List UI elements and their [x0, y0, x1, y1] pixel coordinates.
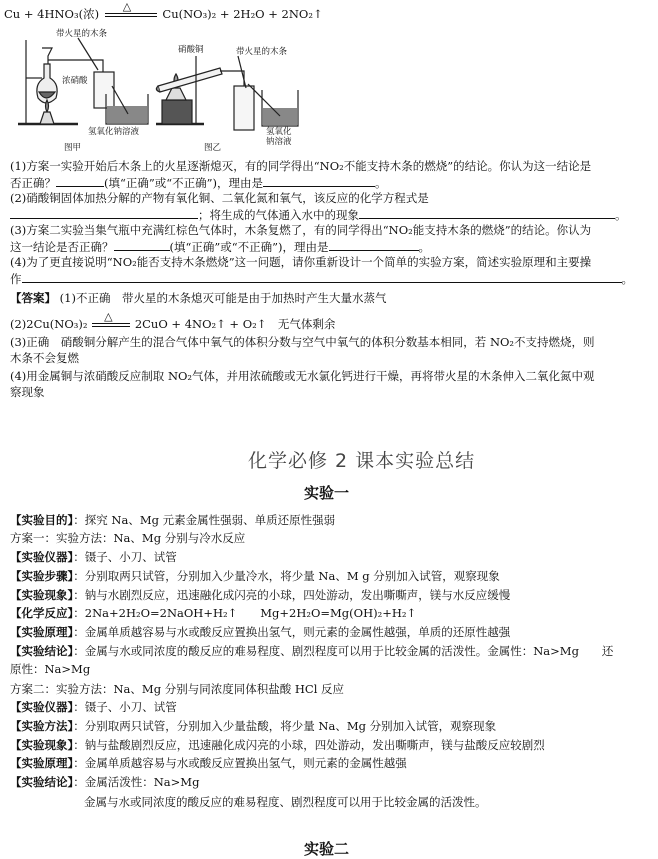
label-naoh-b2: 钠溶液 — [266, 137, 292, 147]
answer-1 — [10, 290, 386, 306]
summary-line — [10, 512, 335, 528]
label-splint-a: 带火星的木条 — [56, 29, 108, 39]
summary-line-tag: 【实验仪器】 — [10, 700, 74, 714]
summary-line-text: ：分别取两只试管，分别加入少量冷水，将少量 Na、M g 分别加入试管，观察现象 — [73, 569, 500, 583]
summary-line-tag: 【实验目的】 — [10, 513, 74, 527]
exp2-title: 实验二 — [304, 840, 350, 858]
q2-end: 。 — [615, 208, 627, 222]
q2-line2 — [10, 206, 627, 223]
summary-line-text: ：分别取两只试管，分别加入少量盐酸，将少量 Na、Mg 分别加入试管，观察现象 — [73, 719, 497, 733]
answer-heat-mark: △ — [104, 310, 113, 323]
heat-mark: △ — [122, 0, 132, 13]
q1-line1: (1)方案一实验开始后木条上的火星逐渐熄灭，有的同学得出“NO₂不能支持木条的燃烧”的结论。你认为这一结论是 — [10, 159, 592, 173]
summary-line-tag: 【实验现象】 — [10, 738, 74, 752]
caption-fig-b: 图乙 — [204, 143, 222, 153]
summary-line — [10, 755, 407, 771]
summary-line-text: 方案二：实验方法：Na、Mg 分别与同浓度同体积盐酸 HCl 反应 — [10, 682, 345, 696]
q1-hint: (填“正确”或“不正确”)，理由是 — [104, 176, 263, 190]
summary-line — [10, 643, 613, 659]
answer-4-line1: (4)用金属铜与浓硝酸反应制取 NO₂气体，并用浓硫酸或无水氯化钙进行干燥，再将带火星的木条伸入二氧化氮中观 — [10, 369, 595, 383]
summary-line-tag: 【实验原理】 — [10, 756, 74, 770]
summary-line-tag: 【化学反应】 — [10, 606, 74, 620]
summary-line — [10, 624, 510, 640]
summary-line-tag: 【实验方法】 — [10, 719, 74, 733]
summary-line-text: ：探究 Na、Mg 元素金属性强弱、单质还原性强弱 — [73, 513, 336, 527]
q4-line2 — [10, 270, 633, 287]
summary-line-text: 金属与水或同浓度的酸反应的难易程度、剧烈程度可以用于比较金属的活泼性。 — [84, 795, 487, 809]
answer-tag: 【答案】 — [10, 291, 56, 305]
summary-line — [10, 530, 245, 546]
summary-line — [10, 587, 510, 603]
summary-line-text: ：钠与水剧烈反应，迅速融化成闪亮的小球，四处游动，发出嘶嘶声，镁与水反应缓慢 — [73, 588, 511, 602]
summary-line-tag: 【实验仪器】 — [10, 550, 74, 564]
label-conc-nitric: 浓硝酸 — [62, 76, 88, 86]
heat-arrow — [103, 0, 159, 22]
summary-line — [10, 681, 344, 697]
answer-2-rhs: 2CuO + 4NO₂↑ + O₂↑ 无气体剩余 — [134, 317, 336, 331]
summary-line — [10, 718, 496, 734]
q2-prompt: ；将生成的气体通入水中的现象 — [198, 208, 359, 222]
q4-line1: (4)为了更直接说明“NO₂能否支持木条燃烧”这一问题，请你重新设计一个简单的实验方案，简述实验原理和主要操 — [10, 255, 592, 269]
exp1-title: 实验一 — [304, 484, 350, 502]
answer-heat-arrow — [91, 310, 131, 332]
q1-line2 — [10, 174, 387, 191]
summary-line-text: ：金属单质越容易与水或酸反应置换出氢气，则元素的金属性越强 — [73, 756, 407, 770]
q1-end: 。 — [375, 176, 387, 190]
top-equation — [4, 0, 323, 22]
equation-lhs: Cu + 4HNO₃(浓) — [4, 7, 100, 21]
equation-rhs: Cu(NO₃)₂ + 2H₂O + 2NO₂↑ — [162, 7, 323, 21]
caption-fig-a: 图甲 — [64, 143, 82, 153]
q2-line1: (2)硝酸铜固体加热分解的产物有氧化铜、二氧化氮和氧气，该反应的化学方程式是 — [10, 191, 429, 205]
answer-2 — [10, 310, 336, 332]
answer-3-line2: 木条不会复燃 — [10, 351, 79, 365]
label-naoh-b1: 氢氧化 — [266, 127, 292, 137]
summary-line-text: ：钠与盐酸剧烈反应，迅速融化成闪亮的小球，四处游动，发出嘶嘶声，镁与盐酸反应较剧烈 — [73, 738, 545, 752]
label-copper-nitrate: 硝酸铜 — [178, 45, 204, 55]
summary-line-text: ：镊子、小刀、试管 — [73, 700, 177, 714]
summary-line — [10, 774, 199, 790]
answer-2-lhs: (2)2Cu(NO₃)₂ — [10, 317, 88, 331]
q3-line1: (3)方案二实验当集气瓶中充满红棕色气体时，木条复燃了，有的同学得出“NO₂能支持木条的燃烧”的结论。你认为 — [10, 223, 592, 237]
q3-blank-2[interactable] — [329, 238, 419, 251]
summary-line — [10, 605, 416, 621]
summary-line — [84, 794, 487, 810]
summary-line-text: ：2Na+2H₂O=2NaOH+H₂↑ Mg+2H₂O=Mg(OH)₂+H₂↑ — [73, 606, 417, 620]
q2-blank-2[interactable] — [359, 206, 615, 219]
summary-line-text: ：镊子、小刀、试管 — [73, 550, 177, 564]
summary-line-tag: 【实验结论】 — [10, 775, 74, 789]
summary-line-text: 原性：Na>Mg — [10, 662, 91, 676]
summary-line-text: ：金属单质越容易与水或酸反应置换出氢气，则元素的金属性越强，单质的还原性越强 — [73, 625, 511, 639]
answer-4-line2: 察现象 — [10, 385, 45, 399]
summary-line — [10, 699, 177, 715]
summary-line-tag: 【实验原理】 — [10, 625, 74, 639]
answer-3-line1: (3)正确 硝酸铜分解产生的混合气体中氧气的体积分数与空气中氧气的体积分数基本相同，若 NO₂不支持燃烧，则 — [10, 335, 595, 349]
answer-1-text: (1)不正确 带火星的木条熄灭可能是由于加热时产生大量水蒸气 — [59, 291, 387, 305]
summary-line-text: ：金属与水或同浓度的酸反应的难易程度、剧烈程度可以用于比较金属的活泼性。金属性：Na>Mg 还 — [73, 644, 614, 658]
label-naoh-a: 氢氧化钠溶液 — [88, 127, 140, 137]
q3-prompt: 这一结论是否正确？ — [10, 240, 114, 254]
q3-line2 — [10, 238, 430, 255]
summary-line-tag: 【实验现象】 — [10, 588, 74, 602]
q4-blank[interactable] — [22, 270, 622, 283]
summary-line — [10, 737, 545, 753]
apparatus-figure — [8, 26, 314, 154]
summary-line — [10, 568, 500, 584]
summary-line-tag: 【实验结论】 — [10, 644, 74, 658]
summary-line-text: 方案一：实验方法：Na、Mg 分别与冷水反应 — [10, 531, 246, 545]
q1-blank-2[interactable] — [263, 174, 375, 187]
label-splint-b: 带火星的木条 — [236, 47, 288, 57]
q1-prompt: 否正确？ — [10, 176, 56, 190]
q3-hint: (填“正确”或“不正确”)，理由是 — [169, 240, 329, 254]
summary-line — [10, 549, 177, 565]
summary-line — [10, 661, 90, 677]
q4-end: 。 — [621, 272, 633, 286]
q1-blank-1[interactable] — [56, 174, 104, 187]
q2-blank-1[interactable] — [10, 206, 198, 219]
summary-line-text: ：金属活泼性：Na>Mg — [73, 775, 200, 789]
summary-line-tag: 【实验步骤】 — [10, 569, 74, 583]
q3-end: 。 — [418, 240, 430, 254]
q3-blank-1[interactable] — [114, 238, 170, 251]
q4-prompt: 作 — [10, 272, 22, 286]
summary-title: 化学必修 2 课本实验总结 — [248, 450, 476, 472]
